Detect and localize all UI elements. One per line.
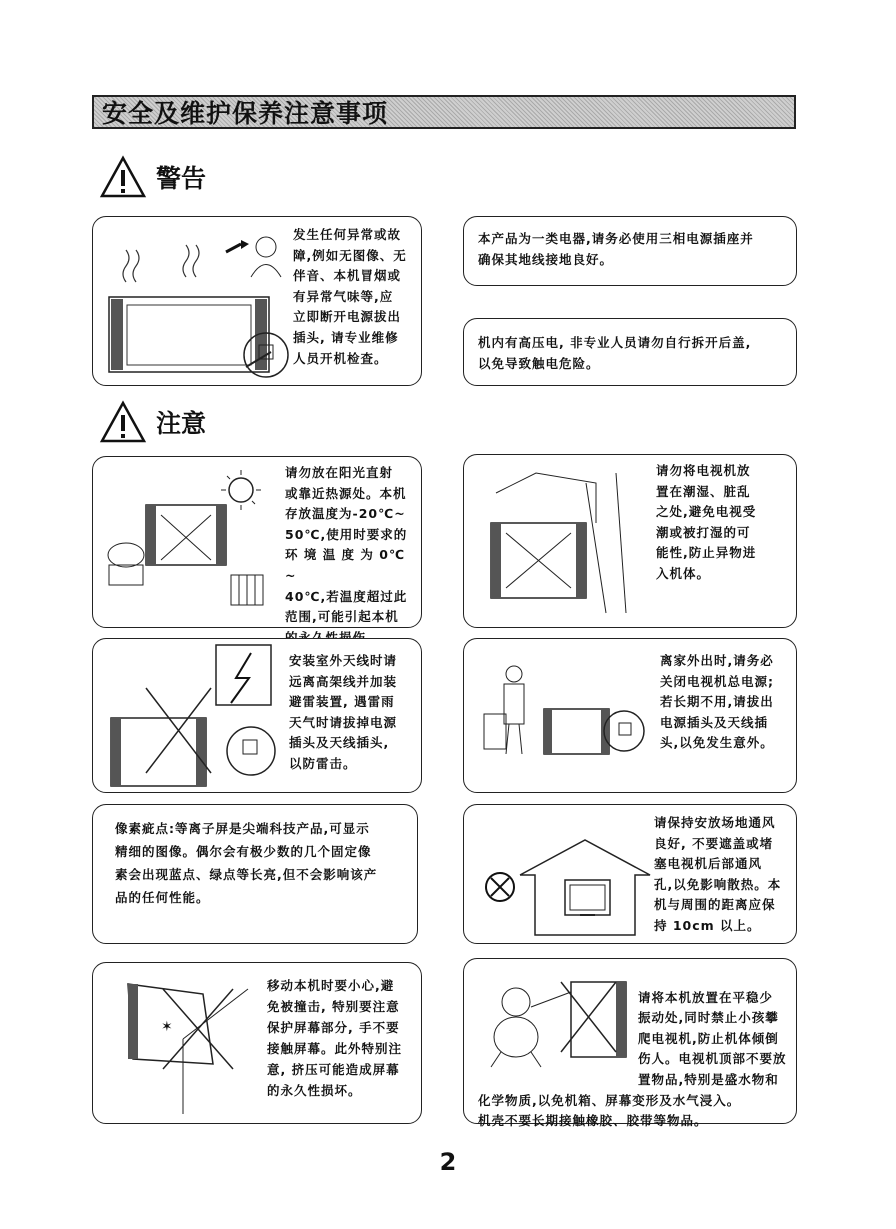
caution-heading: [100, 400, 206, 444]
ventilation-house-illustration: [470, 835, 660, 940]
sun-heat-illustration: [101, 465, 281, 620]
warning-abnormal-text: 发生任何异常或故 障,例如无图像、无 伴音、本机冒烟或 有异常气味等,应 立即断开电源拔出 插头, 请专业维修 人员开机检查。: [293, 227, 407, 366]
traveler-unplug-illustration: [474, 659, 659, 789]
smoking-tv-illustration: [101, 227, 291, 377]
moving-tv-illustration: [123, 979, 273, 1119]
section-title-bar: [92, 95, 796, 129]
warning-high-voltage-box: [463, 318, 797, 386]
caution-stability-text: [478, 967, 794, 1152]
stability-text-line: 机壳不要长期接触橡胶、胶带等物品。: [478, 1113, 708, 1129]
warning-grounding-text: 本产品为一类电器,请务必使用三相电源插座并 确保其地线接地良好。: [478, 231, 754, 267]
stability-text-line: 化学物质,以免机箱、屏幕变形及水气浸入。: [478, 1092, 741, 1108]
caution-triangle-icon: [100, 400, 146, 444]
caution-antenna-text: 安装室外天线时请 远离高架线并加装 避雷装置, 遇雷雨 天气时请拔掉电源 插头及天线插头, 以防雷击。: [289, 653, 398, 771]
warning-abnormal-box: [92, 216, 422, 386]
caution-sun-heat-text: 请勿放在阳光直射 或靠近热源处。本机 存放温度为-20℃~ 50℃,使用时要求的 环 境 温 度 为 0℃ ~ 40℃,若温度超过此 范围,可能引起本机: [285, 465, 408, 625]
warning-high-voltage-text: 机内有高压电, 非专业人员请勿自行拆开后盖, 以免导致触电危险。: [478, 335, 752, 371]
stability-text-line: 请将本机放置在平稳少: [638, 989, 774, 1005]
caution-pixel-defects-box: [92, 804, 418, 944]
caution-humidity-box: [463, 454, 797, 628]
stability-text-line: 振动处,同时禁止小孩攀: [638, 1010, 779, 1026]
stability-text-line: 伤人。电视机顶部不要放: [638, 1051, 787, 1067]
stability-text-line: 爬电视机,防止机体倾倒: [638, 1030, 779, 1046]
caution-label: 注意: [156, 409, 207, 438]
caution-humidity-text: 请勿将电视机放 置在潮湿、脏乱 之处,避免电视受 潮或被打湿的可 能性,防止异物进 入机体。: [656, 463, 757, 581]
caution-moving-text: 移动本机时要小心,避 免被撞击, 特别要注意 保护屏幕部分, 手不要 接触屏幕。此外特别注 意, 挤压可能造成屏幕 的永久性损坏。: [267, 978, 403, 1098]
caution-sun-heat-box: [92, 456, 422, 628]
lightning-tv-illustration: [101, 643, 286, 791]
caution-pixel-defects-text: 像素疵点:等离子屏是尖端科技产品,可显示 精细的图像。偶尔会有极少数的几个固定像 素会出现蓝点、绿点等长亮,但不会影响该产 品的任何性能。: [115, 821, 378, 905]
warning-grounding-box: [463, 216, 797, 286]
caution-leaving-home-text: 离家外出时,请务必 关闭电视机总电源; 若长期不用,请拔出 电源插头及天线插 头,以免发生意外。: [660, 653, 774, 751]
humid-room-illustration: [476, 463, 646, 623]
svg-text:✶: ✶: [161, 1019, 173, 1035]
caution-moving-box: [92, 962, 422, 1124]
page-number: 2: [439, 1148, 457, 1176]
warning-label: 警告: [156, 164, 207, 193]
warning-triangle-icon: [100, 155, 146, 199]
stability-text-line: 置物品,特别是盛水物和: [638, 1071, 779, 1087]
caution-antenna-box: [92, 638, 422, 793]
caution-ventilation-text: 请保持安放场地通风 良好, 不要遮盖或堵 塞电视机后部通风 孔,以免影响散热。本 机与周围的距离应保 持 10cm 以上。: [654, 815, 782, 933]
caution-leaving-home-box: [463, 638, 797, 793]
warning-heading: [100, 155, 206, 199]
caution-ventilation-box: [463, 804, 797, 944]
caution-stability-box: [463, 958, 797, 1129]
stability-text-body: [478, 988, 794, 1132]
page-title: 安全及维护保养注意事项: [102, 99, 389, 128]
